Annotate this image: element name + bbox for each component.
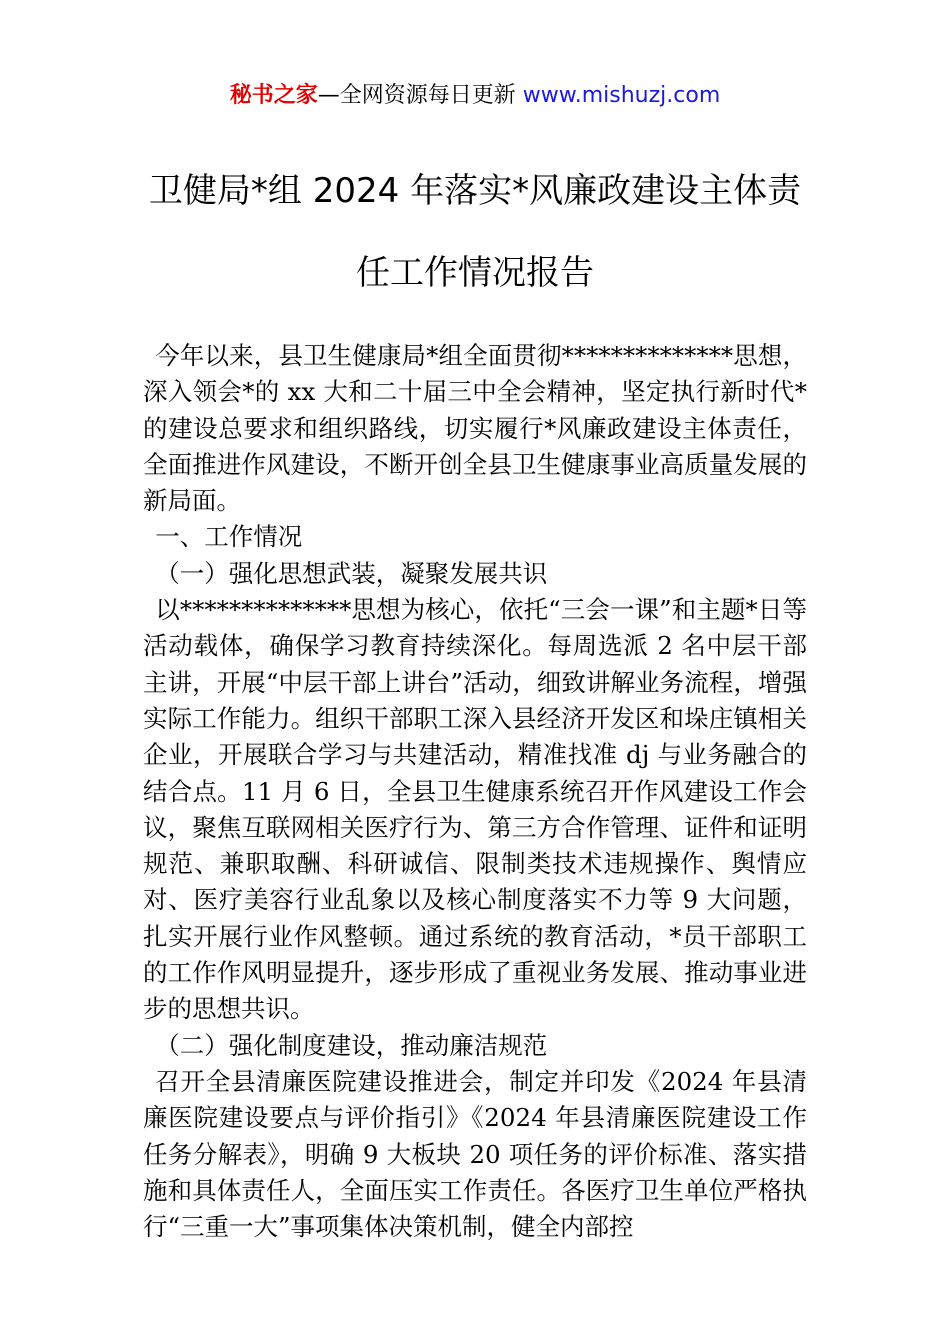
header-tagline: —全网资源每日更新 [317,83,516,108]
subsection-2-paragraph: 召开全县清廉医院建设推进会，制定并印发《2024 年县清廉医院建设要点与评价指引》《2024 年县清廉医院建设工作任务分解表》，明确 9 大板块 20 项任务的评价标准、落实措施和具体责任人，全面压实工作责任。各医疗卫生单位严格执行“三重一大”事项集体决策机制，健全内部控 [143,1066,807,1242]
subsection-1-paragraph: 以**************思想为核心，依托“三会一课”和主题*日等活动载体，确保学习教育持续深化。每周选派 2 名中层干部主讲，开展“中层干部上讲台”活动，细致讲解业务流程，增强实际工作能力。组织干部职工深入县经济开发区和垛庄镇相关企业，开展联合学习与共建活动，精准找准 dj 与业务融合的结合点。11 月 6 日，全县卫生健康系统召开作风建设工作会议，聚焦互联网相关医疗行为、第三方合作管理、证件和证明规范、兼职取酬、科研诚信、限制类技术违规操作、舆情应对、医疗美容行业乱象以及核心制度落实不力等 9 大问题，扎实开展行业作风整顿。通过系统的教育活动，*员干部职工的工作作风明显提升，逐步形成了重视业务发展、推动事业进步的思想共识。 [143,595,807,1024]
subsection-heading-2: （二）强化制度建设，推动廉洁规范 [155,1030,548,1060]
brand-name: 秘书之家 [229,83,318,108]
site-header [0,80,950,112]
section-heading-work-status: 一、工作情况 [155,522,303,552]
title-line-1: 卫健局*组 2024 年落实*风廉政建设主体责 [148,171,802,211]
document-title [140,150,810,314]
document-body [143,338,807,1245]
subsection-heading-1: （一）强化思想武装，凝聚发展共识 [155,558,548,588]
site-link[interactable]: www.mishuzj.com [522,83,721,108]
intro-paragraph: 今年以来，县卫生健康局*组全面贯彻**************思想，深入领会*的 xx 大和二十届三中全会精神，坚定执行新时代*的建设总要求和组织路线，切实履行*风廉政建设主体责任，全面推进作风建设，不断开创全县卫生健康事业高质量发展的新局面。 [143,341,807,516]
title-line-2: 任工作情况报告 [356,253,594,293]
